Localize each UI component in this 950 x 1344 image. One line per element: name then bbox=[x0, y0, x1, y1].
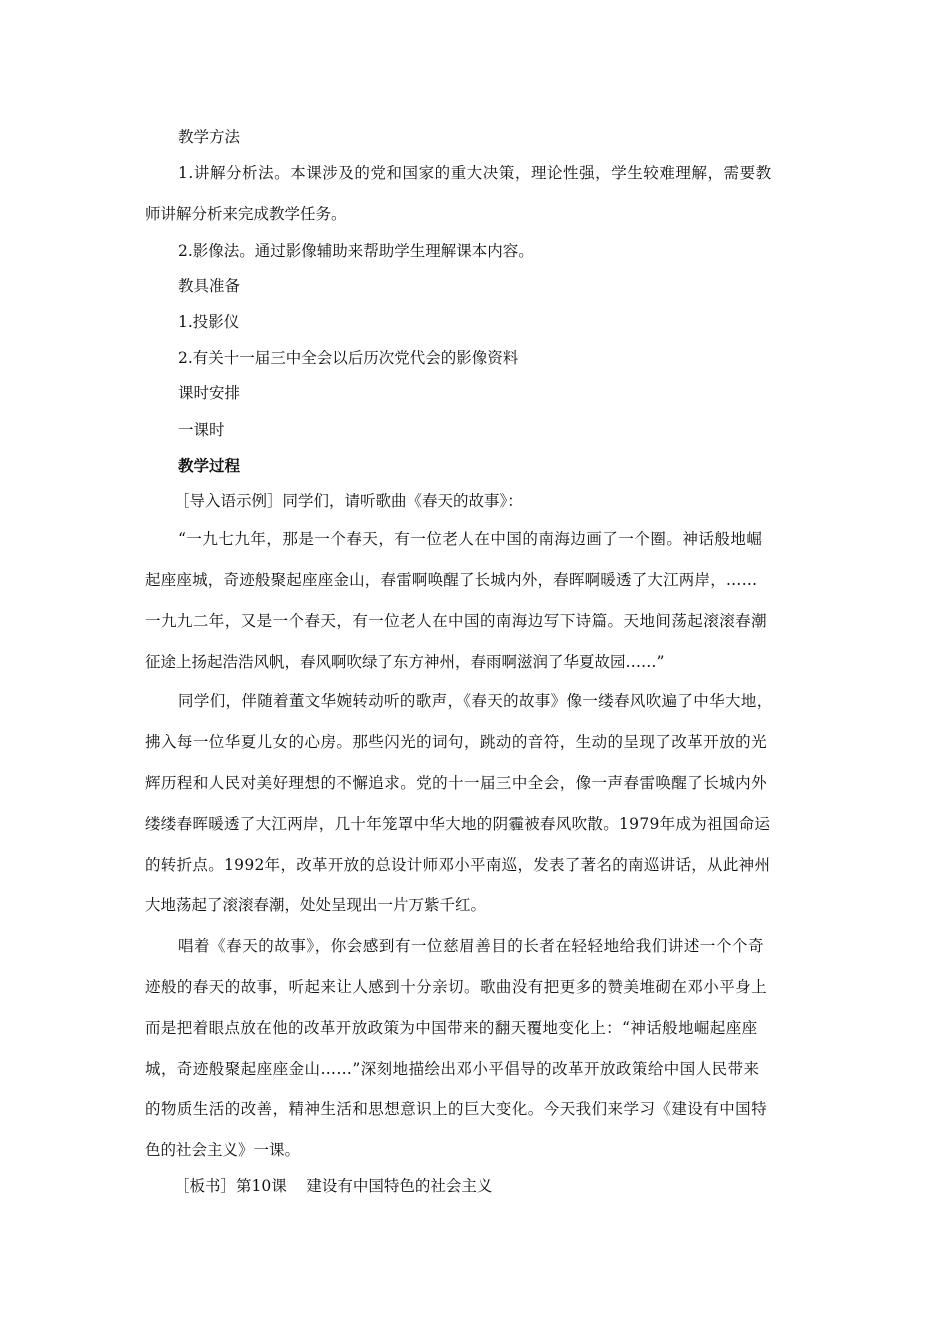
paragraph-line: 的转折点。1992年，改革开放的总设计师邓小平南巡，发表了著名的南巡讲话，从此神州 bbox=[145, 856, 771, 874]
paragraph-line: 1.投影仪 bbox=[178, 313, 240, 331]
paragraph-line: 的物质生活的改善，精神生活和思想意识上的巨大变化。今天我们来学习《建设有中国特 bbox=[145, 1100, 768, 1118]
paragraph-line: “一九七九年，那是一个春天，有一位老人在中国的南海边画了一个圈。神话般地崛 bbox=[178, 530, 763, 548]
paragraph-line: 城，奇迹般聚起座座金山……”深刻地描绘出邓小平倡导的改革开放政策给中国人民带来 bbox=[145, 1060, 760, 1078]
paragraph-line: 辉历程和人民对美好理想的不懈追求。党的十一届三中全会，像一声春雷唤醒了长城内外 bbox=[145, 774, 768, 792]
paragraph-line: 唱着《春天的故事》，你会感到有一位慈眉善目的长者在轻轻地给我们讲述一个个奇 bbox=[178, 937, 765, 955]
paragraph-line: 1.讲解分析法。本课涉及的党和国家的重大决策，理论性强，学生较难理解，需要教 bbox=[178, 164, 772, 182]
heading-teaching-methods: 教学方法 bbox=[178, 128, 241, 146]
heading-teaching-process: 教学过程 bbox=[178, 456, 241, 475]
paragraph-line: 一九九二年，又是一个春天，有一位老人在中国的南海边写下诗篇。天地间荡起滚滚春潮 bbox=[145, 612, 768, 630]
board-writing-line: ［板书］第10课 建设有中国特色的社会主义 bbox=[174, 1177, 493, 1195]
paragraph-line: 征途上扬起浩浩风帆，春风啊吹绿了东方神州，春雨啊滋润了华夏故园……” bbox=[145, 653, 665, 671]
paragraph-line: 色的社会主义》一课。 bbox=[145, 1141, 301, 1159]
paragraph-line: 2.影像法。通过影像辅助来帮助学生理解课本内容。 bbox=[178, 242, 534, 260]
paragraph-line: 大地荡起了滚滚春潮，处处呈现出一片万紫千红。 bbox=[145, 896, 487, 914]
paragraph-line: 一课时 bbox=[178, 421, 225, 439]
paragraph-line: 迹般的春天的故事，听起来让人感到十分亲切。歌曲没有把更多的赞美堆砌在邓小平身上 bbox=[145, 978, 768, 996]
paragraph-line: 师讲解分析来完成教学任务。 bbox=[145, 205, 347, 223]
paragraph-line: 2.有关十一届三中全会以后历次党代会的影像资料 bbox=[178, 349, 519, 367]
paragraph-line: 而是把着眼点放在他的改革开放政策为中国带来的翻天覆地变化上：“神话般地崛起座座 bbox=[145, 1019, 758, 1037]
paragraph-line: 拂入每一位华夏儿女的心房。那些闪光的词句，跳动的音符，生动的呈现了改革开放的光 bbox=[145, 733, 768, 751]
heading-class-schedule: 课时安排 bbox=[178, 384, 241, 402]
paragraph-line: 起座座城，奇迹般聚起座座金山，春雷啊唤醒了长城内外，春晖啊暖透了大江两岸，…… bbox=[145, 571, 758, 589]
heading-teaching-tools: 教具准备 bbox=[178, 277, 241, 295]
paragraph-line: ［导入语示例］同学们，请听歌曲《春天的故事》： bbox=[174, 492, 523, 510]
paragraph-line: 缕缕春晖暖透了大江两岸，几十年笼罩中华大地的阴霾被春风吹散。1979年成为祖国命运 bbox=[145, 815, 771, 833]
paragraph-line: 同学们，伴随着董文华婉转动听的歌声，《春天的故事》像一缕春风吹遍了中华大地， bbox=[178, 692, 773, 710]
